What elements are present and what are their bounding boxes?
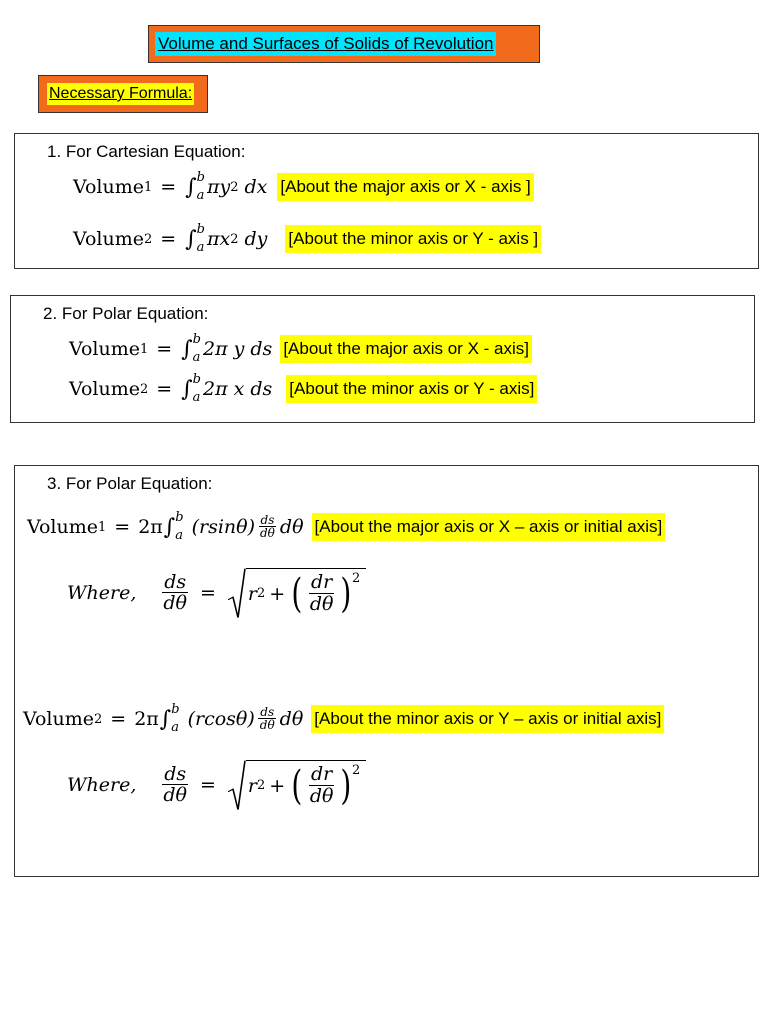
formula-row (73, 224, 541, 254)
section-polar-1 (10, 295, 755, 423)
r-term: r (247, 774, 258, 797)
numerator: ds (164, 762, 187, 785)
formula-lhs: Volume (23, 708, 94, 730)
section-heading: 2. For Polar Equation: (43, 304, 209, 323)
outer-exponent: 2 (352, 763, 361, 778)
formula-sub: 1 (140, 341, 149, 357)
plus-sign: + (269, 774, 286, 797)
formula-row (69, 374, 537, 404)
integral-limits (193, 334, 201, 364)
formula-sub: 2 (94, 711, 103, 727)
r-exponent: 2 (257, 778, 266, 794)
denominator: dθ (309, 784, 334, 807)
numerator: ds (260, 704, 275, 719)
integrand: (rsinθ) (191, 516, 255, 538)
dr-dtheta-fraction (308, 573, 336, 615)
formula-lhs: Volume (27, 516, 98, 538)
right-paren: ) (340, 762, 352, 809)
where-row (67, 568, 366, 619)
upper-limit: b (171, 702, 180, 717)
formula-row (69, 334, 532, 364)
upper-limit: b (192, 332, 201, 347)
numerator: dr (311, 571, 333, 593)
equals-sign: = (200, 774, 216, 797)
formula-lhs: Volume (69, 338, 140, 360)
ds-dtheta-fraction (258, 706, 277, 733)
integrand: πx (207, 228, 231, 250)
integrand: 2π y ds (203, 338, 273, 360)
formula-sub: 2 (140, 381, 149, 397)
formula-note: [About the minor axis or Y – axis or initial axis] (311, 705, 664, 733)
formula-row (27, 512, 665, 542)
denominator: dθ (260, 526, 275, 541)
left-paren: ( (291, 762, 303, 809)
denominator: dθ (163, 592, 187, 615)
denominator: dθ (259, 718, 275, 733)
square-root (228, 760, 366, 811)
right-paren: ) (340, 570, 352, 617)
equals-sign: = (200, 582, 216, 605)
title-banner (148, 25, 540, 63)
formula-lhs: Volume (69, 378, 140, 400)
lower-limit: a (196, 240, 205, 255)
integrand: 2π x ds (203, 378, 273, 400)
lower-limit: a (196, 188, 205, 203)
equals-sign: = (114, 516, 131, 538)
lower-limit: a (192, 390, 201, 405)
integral-limits (197, 224, 205, 254)
where-label: Where, (67, 582, 137, 605)
r-exponent: 2 (257, 586, 266, 602)
numerator: ds (164, 570, 187, 593)
integral-limits (197, 172, 205, 202)
equals-sign: = (110, 708, 127, 730)
section-heading: 3. For Polar Equation: (47, 474, 213, 493)
formula-sub: 1 (144, 179, 153, 195)
coefficient: 2π (138, 516, 163, 538)
integral-sign: ∫ (181, 376, 193, 402)
denominator: dθ (163, 784, 187, 807)
square-root (228, 568, 366, 619)
formula-note: [About the minor axis or Y - axis ] (285, 225, 541, 253)
upper-limit: b (192, 372, 201, 387)
lower-limit: a (192, 350, 201, 365)
denominator: dθ (309, 592, 334, 615)
integral-sign: ∫ (185, 174, 197, 200)
left-paren: ( (291, 570, 303, 617)
differential: dy (244, 228, 268, 250)
differential: dx (244, 176, 268, 198)
section-polar-2 (14, 465, 759, 877)
power: 2 (230, 231, 239, 247)
formula-lhs: Volume (73, 176, 144, 198)
differential: dθ (279, 516, 304, 538)
ds-dtheta-fraction (161, 570, 189, 615)
formula-note: [About the major axis or X – axis or initial axis] (312, 513, 666, 541)
dr-dtheta-fraction (308, 765, 336, 807)
ds-dtheta-fraction (161, 762, 189, 807)
upper-limit: b (196, 170, 205, 185)
equals-sign: = (156, 378, 173, 400)
section-heading: 1. For Cartesian Equation: (47, 142, 246, 161)
integral-limits (175, 512, 183, 542)
ds-dtheta-fraction (258, 514, 277, 541)
upper-limit: b (175, 510, 184, 525)
upper-limit: b (196, 222, 205, 237)
section-cartesian (14, 133, 759, 269)
radical-sign (228, 568, 246, 619)
formula-note: [About the major axis or X - axis ] (277, 173, 533, 201)
integral-sign: ∫ (185, 226, 197, 252)
lower-limit: a (171, 720, 180, 735)
numerator: dr (311, 763, 333, 785)
radicand (246, 568, 366, 619)
where-row (67, 760, 366, 811)
formula-note: [About the major axis or X - axis] (280, 335, 532, 363)
lower-limit: a (175, 528, 184, 543)
page-title: Volume and Surfaces of Solids of Revolution (155, 32, 496, 56)
where-label: Where, (67, 774, 137, 797)
integral-limits (193, 374, 201, 404)
radical-sign (228, 760, 246, 811)
formula-note: [About the minor axis or Y - axis] (286, 375, 537, 403)
subtitle: Necessary Formula: (47, 83, 194, 105)
formula-lhs: Volume (73, 228, 144, 250)
formula-row (73, 172, 534, 202)
formula-sub: 1 (98, 519, 107, 535)
integral-sign: ∫ (159, 706, 172, 732)
integrand: (rcosθ) (187, 708, 255, 730)
power: 2 (230, 179, 239, 195)
subtitle-banner (38, 75, 208, 113)
integral-sign: ∫ (181, 336, 193, 362)
radicand (246, 760, 366, 811)
formula-sub: 2 (144, 231, 153, 247)
integrand: πy (207, 176, 231, 198)
differential: dθ (279, 708, 304, 730)
plus-sign: + (269, 582, 286, 605)
integral-limits (171, 704, 179, 734)
numerator: ds (260, 512, 275, 527)
coefficient: 2π (134, 708, 159, 730)
integral-sign: ∫ (163, 514, 176, 540)
equals-sign: = (156, 338, 173, 360)
r-term: r (247, 582, 258, 605)
equals-sign: = (160, 176, 177, 198)
equals-sign: = (160, 228, 177, 250)
formula-row (23, 704, 664, 734)
outer-exponent: 2 (352, 571, 361, 586)
